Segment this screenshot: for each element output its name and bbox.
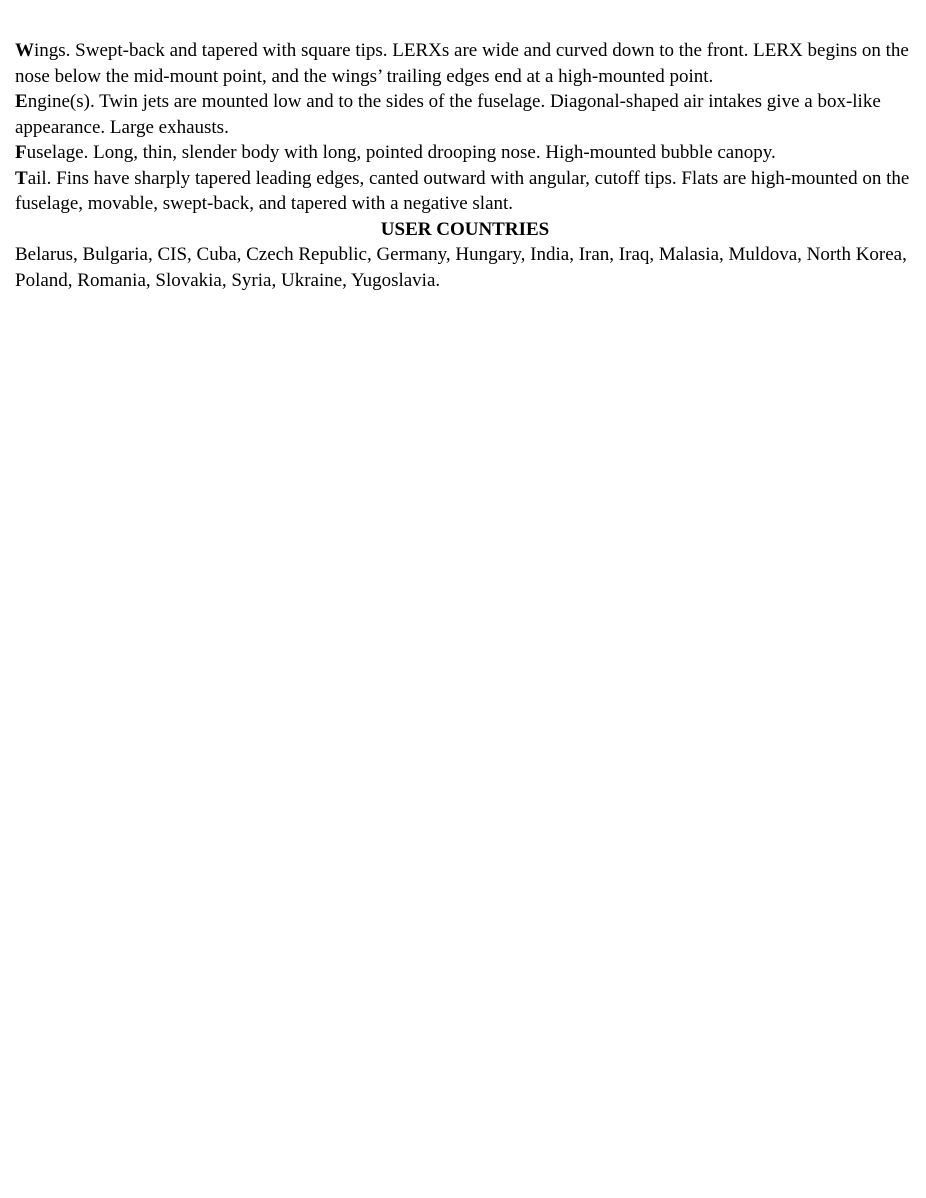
paragraph-lead-letter: W [15,40,34,61]
document-page [15,38,915,293]
paragraph-engines [15,89,915,140]
paragraph-lead-letter: F [15,142,27,163]
user-countries-heading: USER COUNTRIES [380,218,550,240]
paragraph-lead-letter: E [15,91,28,112]
paragraph-wings [15,38,915,89]
paragraph-text: ail. Fins have sharply tapered leading edges, canted outward with angular, cutoff tips. Flats are high-mounted on the fuselage, movable, swept-back, and tapered with a negative slant. [15,167,910,214]
paragraph-text: uselage. Long, thin, slender body with long, pointed drooping nose. High-mounted bubble canopy. [26,142,776,163]
paragraph-text: ings. Swept-back and tapered with square tips. LERXs are wide and curved down to the front. LERX begins on the nose below the mid-mount point, and the wings’ trailing edges end at a high-mounted point. [15,40,909,87]
paragraph-tail [15,166,915,217]
paragraph-text: ngine(s). Twin jets are mounted low and to the sides of the fuselage. Diagonal-shaped air intakes give a box-like appearance. Large exhausts. [15,91,881,138]
user-countries-list: Belarus, Bulgaria, CIS, Cuba, Czech Republic, Germany, Hungary, India, Iran, Iraq, Malasia, Muldova, North Korea, Poland, Romania, Slovakia, Syria, Ukraine, Yugoslavia. [15,244,907,291]
paragraph-fuselage [15,140,915,166]
paragraph-lead-letter: T [15,167,28,189]
